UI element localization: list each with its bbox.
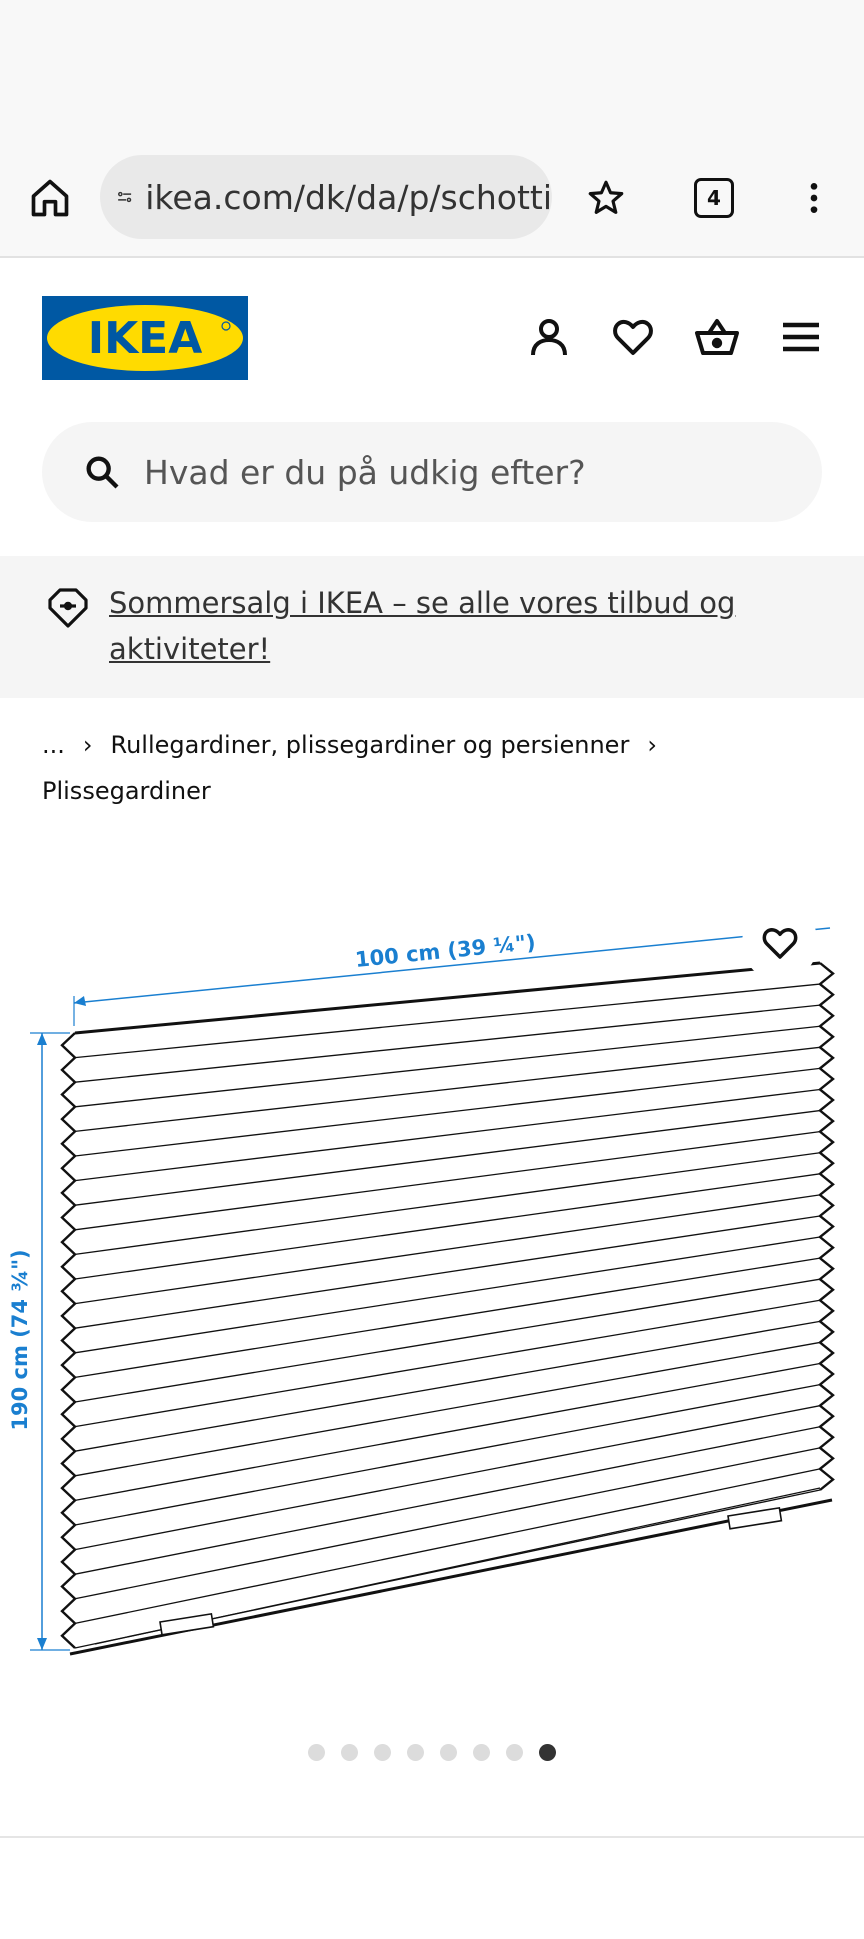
tabs-button[interactable] [686, 170, 742, 226]
carousel-dot[interactable] [374, 1744, 391, 1761]
account-icon [525, 313, 573, 361]
account-button[interactable] [525, 313, 573, 361]
bookmark-button[interactable] [578, 170, 634, 226]
carousel-dot[interactable] [407, 1744, 424, 1761]
status-bar-area [0, 0, 864, 150]
carousel-dot[interactable] [506, 1744, 523, 1761]
breadcrumb [42, 722, 842, 814]
tabs-icon [694, 178, 734, 218]
carousel-dot[interactable] [341, 1744, 358, 1761]
search-icon [82, 452, 122, 492]
height-label: 190 cm (74 ¾") [8, 1249, 32, 1431]
search-input[interactable]: Hvad er du på udkig efter? [144, 452, 586, 492]
add-to-favourites-button[interactable] [742, 905, 818, 981]
product-image[interactable] [0, 900, 864, 1680]
breadcrumb-item[interactable]: Plissegardiner [42, 777, 211, 805]
browser-toolbar [0, 150, 864, 258]
browser-menu-button[interactable] [786, 170, 842, 226]
search-bar[interactable] [42, 422, 822, 522]
home-button[interactable] [22, 170, 78, 226]
basket-icon [693, 313, 741, 361]
site-settings-icon[interactable] [116, 177, 133, 217]
breadcrumb-item[interactable]: Rullegardiner, plissegardiner og persienner [110, 731, 630, 759]
promo-banner [0, 556, 864, 698]
breadcrumb-ellipsis[interactable]: ... [42, 731, 65, 759]
more-vert-icon [794, 178, 834, 218]
carousel-dot[interactable] [539, 1744, 556, 1761]
heart-icon [759, 922, 801, 964]
menu-button[interactable] [777, 313, 825, 361]
url-text[interactable]: ikea.com/dk/da/p/schotti [145, 177, 552, 217]
tag-icon [44, 584, 92, 632]
address-bar[interactable] [100, 155, 552, 239]
tab-count: 4 [707, 186, 721, 210]
logo-text: IKEA [87, 313, 203, 364]
basket-button[interactable] [693, 313, 741, 361]
site-header [0, 258, 864, 558]
menu-icon [777, 313, 825, 361]
carousel-dot[interactable] [440, 1744, 457, 1761]
star-icon [585, 177, 627, 219]
divider [0, 1836, 864, 1838]
carousel-dot[interactable] [308, 1744, 325, 1761]
carousel-dot[interactable] [473, 1744, 490, 1761]
chevron-right-icon: › [82, 731, 93, 759]
heart-icon [609, 313, 657, 361]
width-label: 100 cm (39 ¼") [353, 930, 537, 972]
ikea-logo[interactable] [42, 296, 248, 380]
home-icon [28, 176, 72, 220]
carousel-indicators [0, 1744, 864, 1766]
chevron-right-icon: › [647, 731, 657, 759]
pleated-blind-drawing [62, 963, 833, 1654]
promo-link[interactable]: Sommersalg i IKEA – se alle vores tilbud og aktiviteter! [109, 586, 736, 666]
favourites-button[interactable] [609, 313, 657, 361]
